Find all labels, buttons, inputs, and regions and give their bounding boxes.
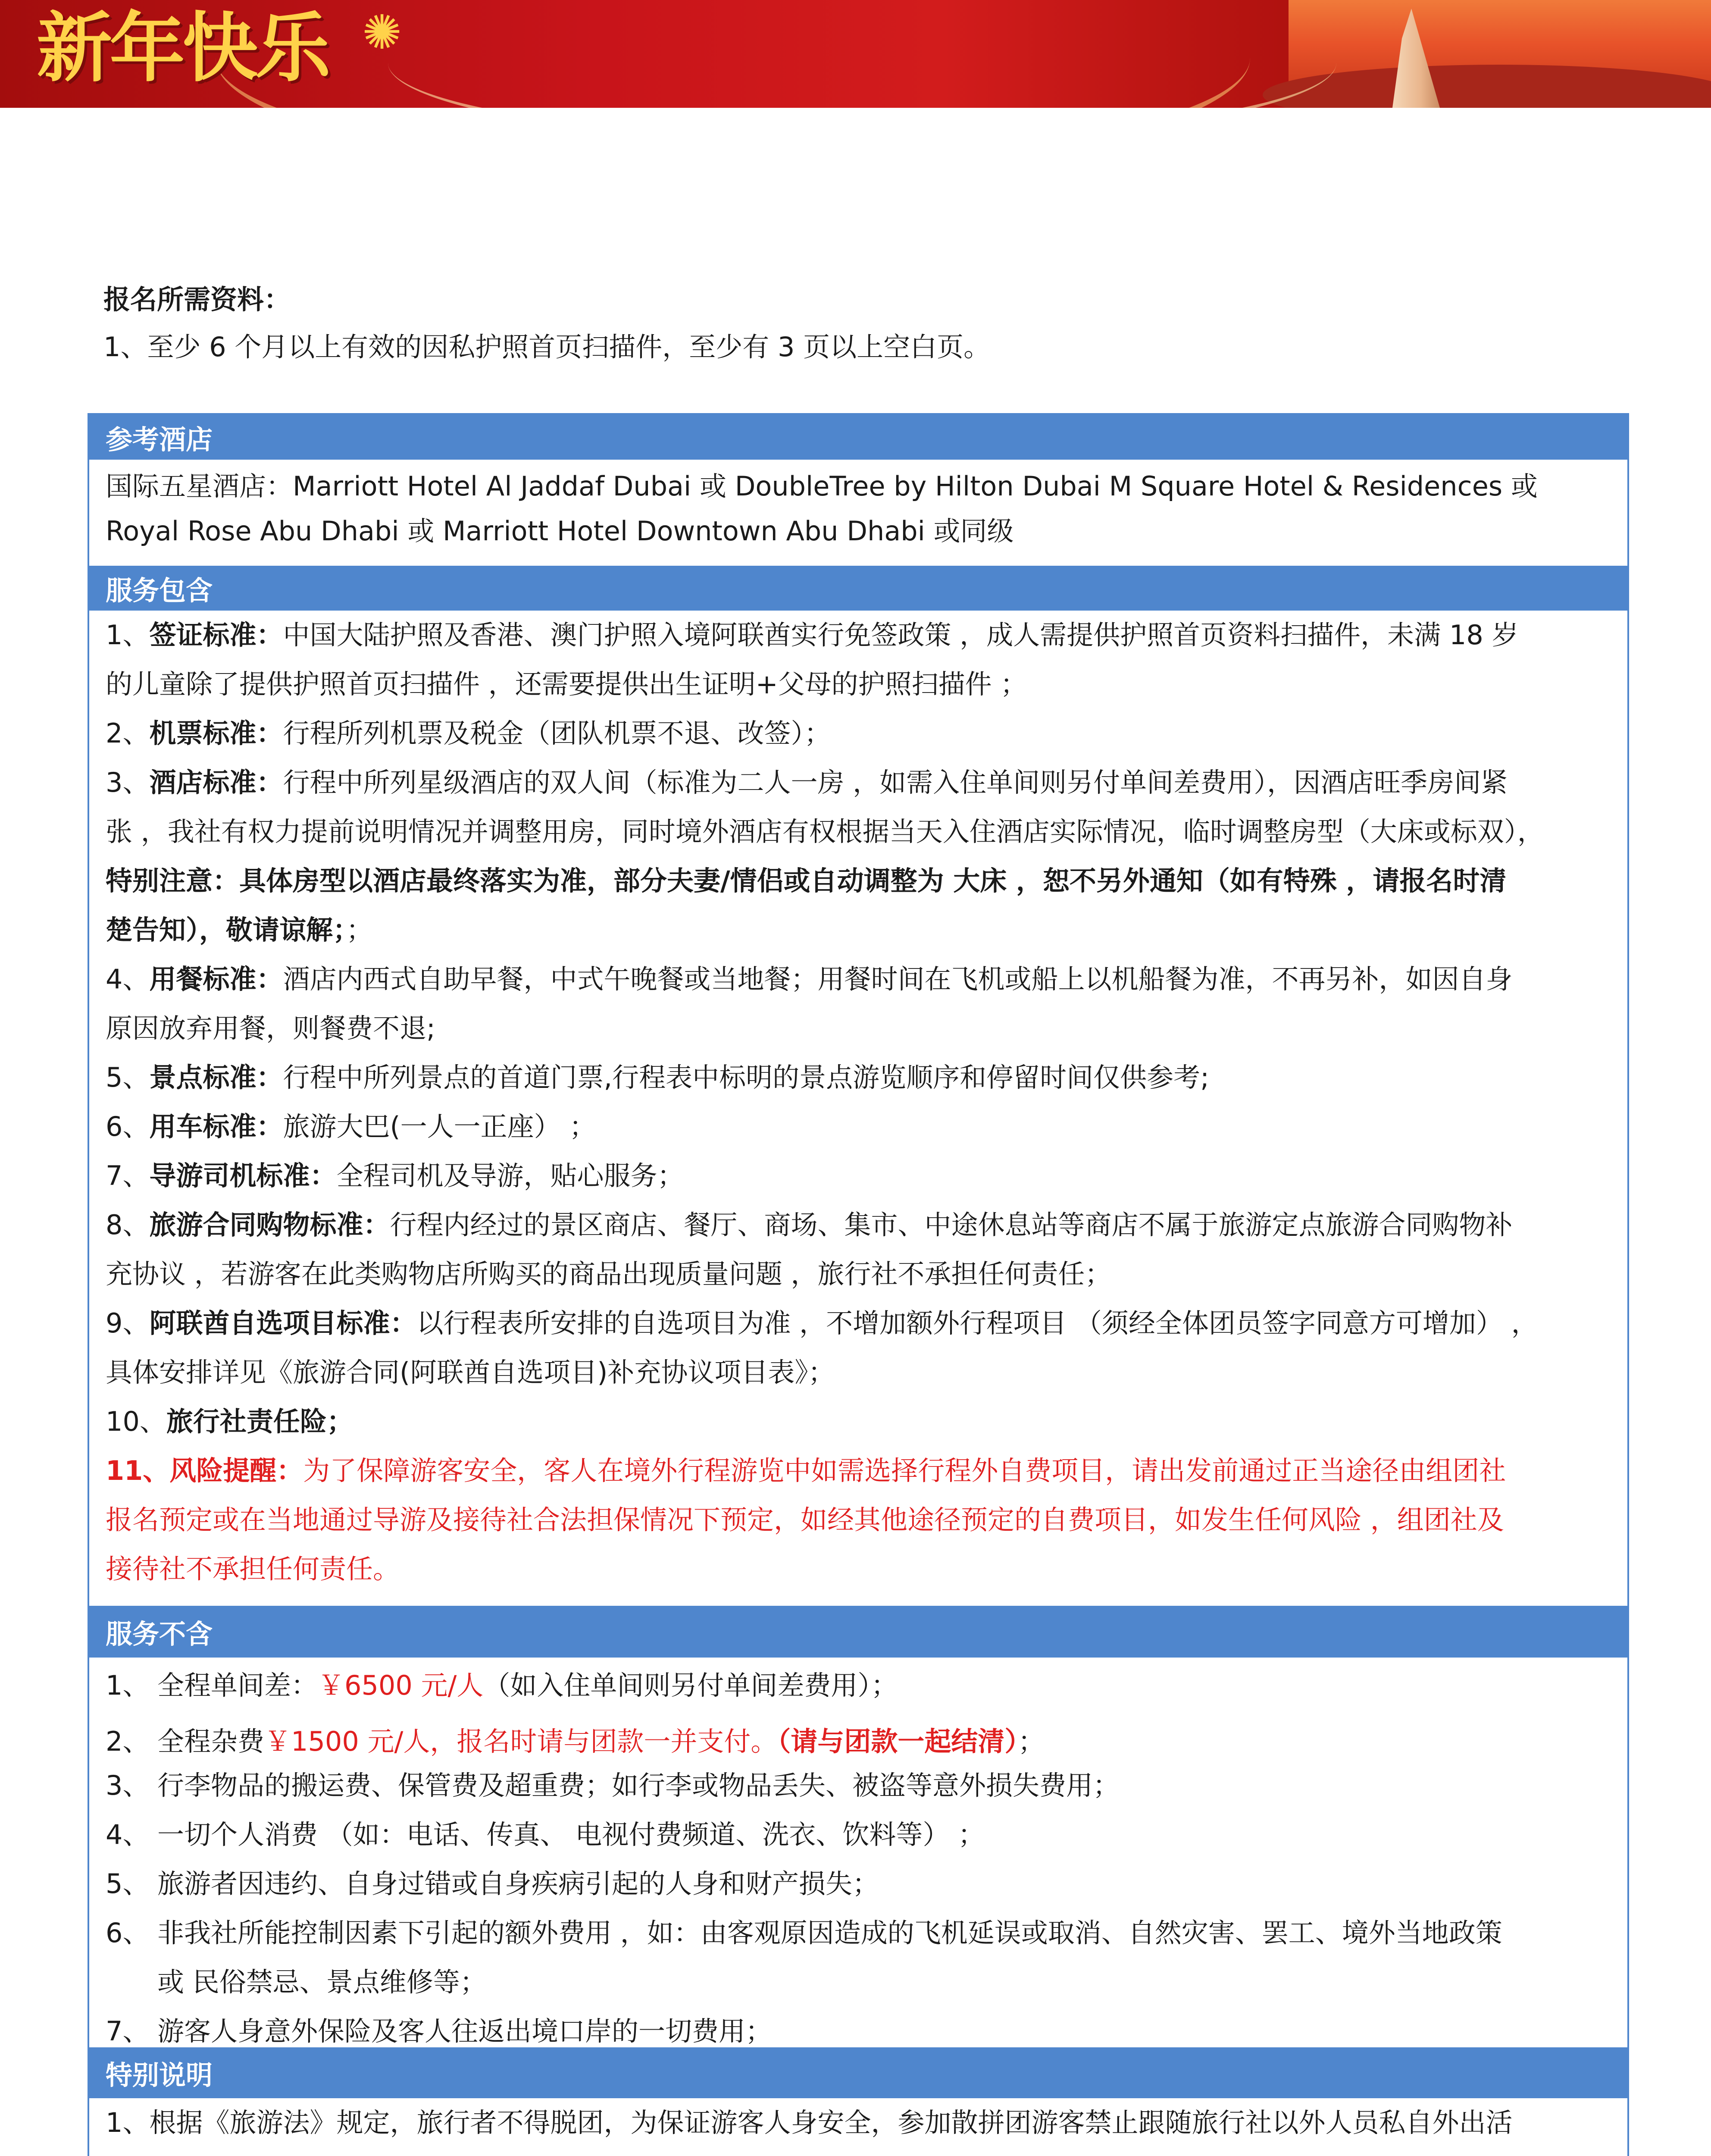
item-text: 行李物品的搬运费、保管费及超重费；如行李或物品丢失、被盗等意外损失费用； [157, 1770, 1120, 1801]
included-visa-cont: 的儿童除了提供护照首页扫描件 ，还需要提供出生证明+父母的护照扫描件 ； [106, 668, 1027, 700]
info-table [88, 413, 1629, 2156]
requirements-item: 1、至少 6 个月以上有效的因私护照首页扫描件，至少有 3 页以上空白页。 [103, 331, 991, 363]
item-number: 2、 [106, 718, 150, 749]
included-shop [106, 1200, 1610, 1250]
item-label: 导游司机标准： [149, 1160, 337, 1191]
excluded-body [106, 1658, 1610, 2071]
hotel-line: 国际五星酒店：Marriott Hotel Al Jaddaf Dubai 或 DoubleTree by Hilton Dubai M Square Hotel & Residences 或 [106, 470, 1538, 502]
item-text-bold: 楚告知），敬请谅解； [106, 914, 347, 946]
excluded-single-room [106, 1658, 1610, 1714]
hotel-line: Royal Rose Abu Dhabi 或 Marriott Hotel Downtown Abu Dhabi 或同级 [106, 515, 1014, 547]
price-text: ￥1500 元/人，报名时请与团款一并支付。 [264, 1726, 778, 1757]
item-text: 或 民俗禁忌、景点维修等； [157, 1966, 487, 1998]
item-text: 行程中所列景点的首道门票,行程表中标明的景点游览顺序和停留时间仅供参考; [283, 1062, 1210, 1093]
section-header-included: 服务包含 [89, 566, 1627, 611]
requirements-section [103, 276, 1612, 371]
included-risk [106, 1446, 1610, 1495]
item-number: 8、 [106, 1209, 150, 1241]
included-hotel-note-cont [106, 906, 1610, 955]
excluded-luggage [106, 1761, 1610, 1810]
banner-swoosh-thin [388, 0, 1336, 108]
item-text: 全程司机及导游，贴心服务； [336, 1160, 684, 1191]
item-number: 5、 [106, 1062, 150, 1093]
item-text: ； [1018, 1726, 1045, 1757]
risk-text: 为了保障游客安全，客人在境外行程游览中如需选择行程外自费项目，请出发前通过正当途径由组团社 [303, 1455, 1506, 1486]
item-text: 一切个人消费 （如：电话、传真、 电视付费频道、洗衣、饮料等） ； [157, 1819, 985, 1850]
item-label: 用车标准： [149, 1111, 283, 1142]
item-number: 4、 [106, 963, 150, 995]
item-label: 旅行社责任险； [166, 1406, 353, 1437]
item-label: 机票标准： [149, 718, 283, 749]
item-number: 6、 [106, 1111, 150, 1142]
included-insurance [106, 1397, 1610, 1446]
requirements-title: 报名所需资料： [103, 284, 291, 315]
item-text: 旅游大巴(一人一正座） ； [283, 1111, 596, 1142]
item-number: 3、 [106, 1770, 150, 1801]
item-text: 中国大陆护照及香港、澳门护照入境阿联酋实行免签政策 ，成人需提供护照首页资料扫描件，未满 18 岁 [283, 619, 1519, 651]
included-hotel-note: 特别注意：具体房型以酒店最终落实为准，部分夫妻/情侣或自动调整为 大床 ，恕不另外通知（如有特殊 ，请报名时清 [106, 865, 1507, 896]
item-number: 4、 [106, 1819, 150, 1850]
section-header-special: 特别说明 [89, 2047, 1627, 2098]
item-text: 酒店内西式自助早餐，中式午晚餐或当地餐；用餐时间在飞机或船上以机船餐为准，不再另补，如因自身 [283, 963, 1513, 995]
item-number: 9、 [106, 1307, 150, 1339]
included-shop-cont: 充协议 ，若游客在此类购物店所购买的商品出现质量问题 ，旅行社不承担任何责任； [106, 1258, 1112, 1290]
item-text: （如入住单间则另付单间差费用）； [483, 1670, 898, 1701]
section-header-excluded: 服务不含 [89, 1606, 1627, 1658]
item-label: 景点标准： [149, 1062, 283, 1093]
risk-label: 11、风险提醒： [106, 1455, 303, 1486]
item-label: 用餐标准： [149, 963, 283, 995]
included-visa [106, 611, 1610, 660]
item-text: 行程中所列星级酒店的双人间（标准为二人一房 ，如需入住单间则另付单间差费用），因酒店旺季房间紧 [283, 767, 1508, 798]
included-sight [106, 1053, 1610, 1102]
included-hotel [106, 758, 1610, 807]
item-number: 5、 [106, 1868, 150, 1899]
included-car [106, 1102, 1610, 1151]
item-label: 旅游合同购物标准： [149, 1209, 390, 1241]
item-label: 签证标准： [149, 619, 283, 651]
item-number: 7、 [106, 2015, 150, 2047]
excluded-personal [106, 1810, 1610, 1859]
item-number: 3、 [106, 767, 150, 798]
included-optional [106, 1299, 1610, 1348]
new-year-logo: 新年快乐 [37, 4, 328, 92]
included-air [106, 709, 1610, 758]
section-header-hotel: 参考酒店 [89, 415, 1627, 460]
firework-icon: ✺ [362, 5, 402, 60]
item-text: 非我社所能控制因素下引起的额外费用 ，如：由客观原因造成的飞机延误或取消、自然灾害、罢工、境外当地政策 [157, 1917, 1502, 1949]
top-banner [0, 0, 1711, 108]
special-line: 1、根据《旅游法》规定，旅行者不得脱团，为保证游客人身安全，参加散拼团游客禁止跟随旅行社以外人员私自外出活 [106, 2107, 1513, 2138]
special-body [106, 2098, 1610, 2156]
item-text: 旅游者因违约、自身过错或自身疾病引起的人身和财产损失； [157, 1868, 879, 1899]
item-label: 酒店标准： [149, 767, 283, 798]
item-label: 阿联酋自选项目标准： [149, 1307, 417, 1339]
included-optional-cont: 具体安排详见《旅游合同(阿联酋自选项目)补充协议项目表》； [106, 1357, 835, 1388]
excluded-loss [106, 1859, 1610, 1908]
special-line [106, 2147, 1610, 2156]
excluded-extra-cont [106, 1958, 1610, 2007]
item-text: 全程单间差： [157, 1670, 318, 1701]
item-text: 行程所列机票及税金（团队机票不退、改签）； [283, 718, 831, 749]
included-meal [106, 955, 1610, 1004]
item-number: 7、 [106, 1160, 150, 1191]
item-number: 10、 [106, 1406, 166, 1437]
included-hotel-cont: 张 ，我社有权力提前说明情况并调整用房，同时境外酒店有权根据当天入住酒店实际情况，临时调整房型（大床或标双）， [106, 816, 1544, 847]
hotel-body [106, 460, 1610, 566]
included-body [106, 611, 1610, 1585]
included-risk-cont: 接待社不承担任何责任。 [106, 1553, 400, 1585]
price-text: ￥6500 元/人 [318, 1670, 484, 1701]
item-number: 2、 [106, 1726, 150, 1757]
included-risk-cont: 报名预定或在当地通过导游及接待社合法担保情况下预定，如经其他途径预定的自费项目，如发生任何风险 ，组团社及 [106, 1504, 1504, 1536]
item-text: 游客人身意外保险及客人往返出境口岸的一切费用； [157, 2015, 773, 2047]
price-note: （请与团款一起结清） [777, 1726, 1018, 1757]
item-number: 6、 [106, 1917, 150, 1949]
item-text: 行程内经过的景区商店、餐厅、商场、集市、中途休息站等商店不属于旅游定点旅游合同购物补 [390, 1209, 1513, 1241]
item-text: 以行程表所安排的自选项目为准 ，不增加额外行程项目 （须经全体团员签字同意方可增加） ， [416, 1307, 1538, 1339]
item-text: ； [346, 914, 373, 946]
item-text: 全程杂费 [157, 1726, 265, 1757]
included-guide [106, 1151, 1610, 1200]
item-number: 1、 [106, 1670, 150, 1701]
included-meal-cont: 原因放弃用餐，则餐费不退; [106, 1012, 435, 1044]
excluded-extra [106, 1908, 1610, 1958]
item-number: 1、 [106, 619, 150, 651]
